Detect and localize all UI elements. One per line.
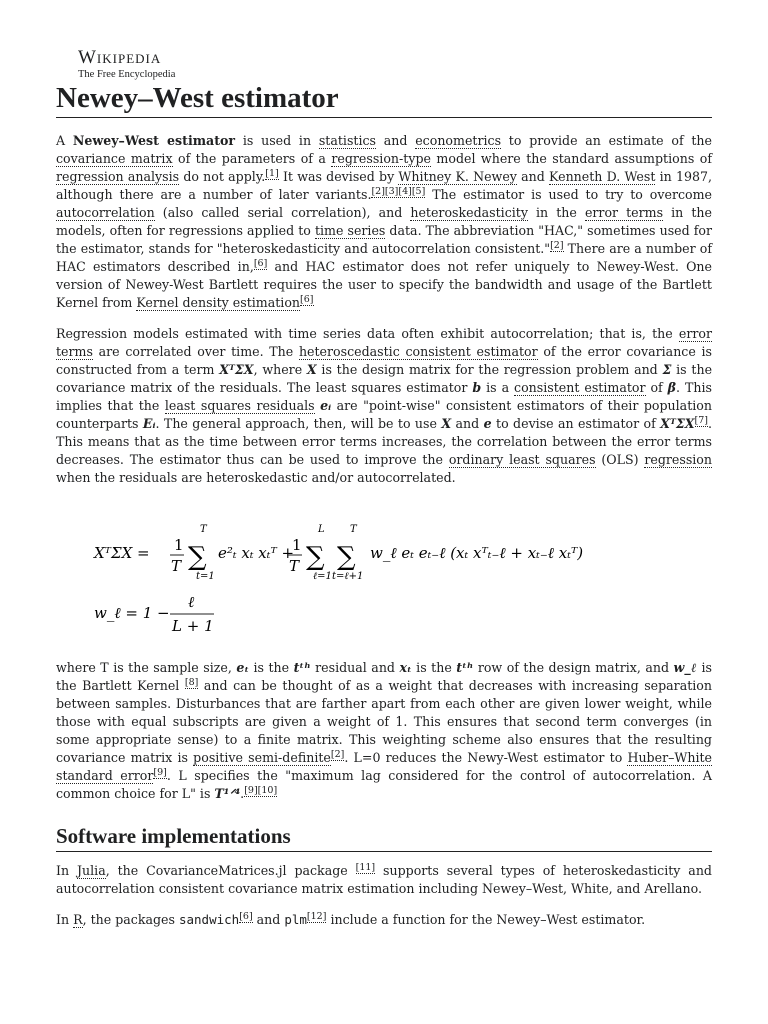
citation-ref[interactable]: [6] xyxy=(253,257,268,269)
intro-paragraph: A Newey–West estimator is used in statistics and econometrics to provide an estimate of the covariance matrix of the parameters of a regression-type model where the standard assumptions of regression analysis do not apply.[1] It was devised by Whitney K. Newey and Kenneth D. West in 1987, although there are a number of later variants.[2][3][4][5] The estimator is used to try to overcome autocorrelation (also called serial correlation), and heteroskedasticity in the error terms in the models, often for regressions applied to time series data. The abbreviation "HAC," sometimes used for the estimator, stands for "heteroskedasticity and autocorrelation consistent."[2] There are a number of HAC estimators described in,[6] and HAC estimator does not refer uniquely to Newey-West. One version of Newey-West Bartlett requires the user to specify the bandwidth and usage of the Bartlett Kernel from Kernel density estimation[6] xyxy=(56,133,713,310)
link-time-series[interactable]: time series xyxy=(314,223,386,238)
eq1-sum2-bot: ℓ=1 xyxy=(313,571,332,581)
link-huber-white[interactable]: Huber–White standard error xyxy=(56,750,712,783)
math-et: eₜ xyxy=(236,660,249,675)
term-bold: Newey–West estimator xyxy=(72,133,236,148)
citation-ref[interactable]: [12] xyxy=(306,910,327,922)
eq1-term2: w_ℓ eₜ eₜ₋ℓ (xₜ xᵀₜ₋ℓ + xₜ₋ℓ xₜᵀ) xyxy=(370,544,584,562)
link-ordinary-least-squares[interactable]: ordinary least squares xyxy=(448,452,596,467)
regression-paragraph: Regression models estimated with time series data often exhibit autocorrelation; that is, the error terms are correlated over time. The heteroscedastic consistent estimator of the error covariance is constructed from a term XᵀΣX, where X is the design matrix for the regression problem and Σ is the covariance matrix of the residuals. The least squares estimator b is a consistent estimator of β. This implies that the least squares residuals eᵢ are "point-wise" consistent estimators of their population counterparts Eᵢ. The general approach, then, will be to use X and e to devise an estimator of XᵀΣX[7]. This means that as the time between error terms increases, the correlation between the error terms decreases. The estimator thus can be used to improve the ordinary least squares (OLS) regression when the residuals are heteroskedastic and/or autocorrelated. xyxy=(56,326,713,485)
eq1-sum1-top: T xyxy=(200,524,207,535)
citation-ref[interactable]: [2][3][4][5] xyxy=(371,185,426,197)
citation-ref[interactable]: [7] xyxy=(694,414,708,426)
math-xtsx: XᵀΣX xyxy=(660,416,695,431)
citation-ref[interactable]: [6] xyxy=(300,293,314,305)
citation-ref[interactable]: [2] xyxy=(550,239,564,251)
link-kernel-density[interactable]: Kernel density estimation xyxy=(136,295,301,310)
sum-symbol: ∑ xyxy=(337,542,356,572)
page-title: Newey–West estimator xyxy=(56,81,712,118)
citation-ref[interactable]: [11] xyxy=(355,861,376,873)
math-t14: T¹ᐟ⁴ xyxy=(214,786,241,801)
math-sigma: Σ xyxy=(662,362,672,377)
eq1-frac-num: 1 xyxy=(174,536,184,554)
math-x: X xyxy=(441,416,452,431)
math-xtsx: XᵀΣX xyxy=(219,362,254,377)
wikipedia-logo[interactable] xyxy=(56,48,712,81)
section-heading-software: Software implementations xyxy=(56,823,712,852)
link-positive-semi-definite[interactable]: positive semi-definite xyxy=(193,750,331,765)
code-sandwich: sandwich xyxy=(178,912,240,927)
equation-covariance xyxy=(92,523,712,637)
citation-ref[interactable]: [1] xyxy=(265,167,279,179)
r-paragraph: In R, the packages sandwich[6] and plm[12] include a function for the Newey–West estimator. xyxy=(56,910,646,927)
eq1-sum1-bot: t=1 xyxy=(196,571,215,581)
eq2-num: ℓ xyxy=(188,593,195,611)
eq1-sum2-top: L xyxy=(318,524,325,535)
math-e: e xyxy=(483,416,492,431)
link-julia[interactable]: Julia xyxy=(76,863,106,878)
link-covariance-matrix[interactable]: covariance matrix xyxy=(56,151,173,166)
link-econometrics[interactable]: econometrics xyxy=(415,133,502,148)
math-ei: eᵢ xyxy=(320,398,332,413)
link-kenneth-west[interactable]: Kenneth D. West xyxy=(549,169,656,184)
julia-paragraph: In Julia, the CovarianceMatrices.jl package [11] supports several types of heteroskedasticity and autocorrelation consistent covariance matrix estimation including Newey–West, White, and Arellano. xyxy=(56,861,712,896)
link-regression[interactable]: regression xyxy=(644,452,712,467)
link-regression-analysis[interactable]: regression analysis xyxy=(56,169,180,184)
article xyxy=(56,48,712,942)
link-least-squares-residuals[interactable]: least squares residuals xyxy=(164,398,315,413)
link-error-terms[interactable]: error terms xyxy=(56,326,712,359)
math-tth: tᵗʰ xyxy=(456,660,474,675)
equation-2-svg xyxy=(92,587,392,637)
math-beta: β xyxy=(667,380,677,395)
citation-ref[interactable]: [9][10] xyxy=(244,784,278,796)
eq2-den: L + 1 xyxy=(172,617,214,635)
link-heteroskedasticity[interactable]: heteroskedasticity xyxy=(410,205,528,220)
eq1-sum3-top: T xyxy=(350,524,357,535)
eq1-sum3-bot: t=ℓ+1 xyxy=(332,571,364,581)
link-error-terms[interactable]: error terms xyxy=(584,205,664,220)
link-regression-type[interactable]: regression-type xyxy=(331,151,431,166)
citation-ref[interactable]: [8] xyxy=(184,676,199,688)
code-plm: plm xyxy=(284,912,307,927)
eq2-lhs: w_ℓ = 1 − xyxy=(94,604,170,622)
equation-1-svg xyxy=(92,523,632,581)
eq1-term1: e²ₜ xₜ xₜᵀ + xyxy=(218,544,295,562)
sum-symbol: ∑ xyxy=(188,542,207,572)
citation-ref[interactable]: [2] xyxy=(330,748,345,760)
math-xt: xₜ xyxy=(399,660,412,675)
logo-wordmark: Wikipedia xyxy=(78,47,162,68)
link-r[interactable]: R xyxy=(73,912,83,927)
citation-ref[interactable]: [9] xyxy=(153,766,167,778)
math-tth: tᵗʰ xyxy=(293,660,311,675)
kernel-paragraph: where T is the sample size, eₜ is the tᵗʰ residual and xₜ is the tᵗʰ row of the design matrix, and w_ℓ is the Bartlett Kernel [8] and can be thought of as a weight that decreases with increasing separation between samples. Disturbances that are farther apart from each other are given lower weight, while those with equal subscripts are given a weight of 1. This ensures that second term converges (in some appropriate sense) to a finite matrix. This weighting scheme also ensures that the resulting covariance matrix is positive semi-definite[2]. L=0 reduces the Newy-West estimator to Huber–White standard error[9]. L specifies the "maximum lag considered for the control of autocorrelation. A common choice for L" is T¹ᐟ⁴.[9][10] xyxy=(56,660,713,801)
link-heteroscedastic-consistent-estimator[interactable]: heteroscedastic consistent estimator xyxy=(298,344,538,359)
math-x: X xyxy=(306,362,317,377)
link-whitney-newey[interactable]: Whitney K. Newey xyxy=(398,169,517,184)
math-wl: w_ℓ xyxy=(673,660,698,675)
eq1-frac-den-2: T xyxy=(289,557,300,575)
link-autocorrelation[interactable]: autocorrelation xyxy=(56,205,155,220)
link-statistics[interactable]: statistics xyxy=(318,133,377,148)
math-Ei: Eᵢ xyxy=(142,416,156,431)
citation-ref[interactable]: [6] xyxy=(239,910,253,922)
eq1-frac-den: T xyxy=(171,557,182,575)
eq1-frac-num-2: 1 xyxy=(292,536,302,554)
sum-symbol: ∑ xyxy=(306,542,325,572)
logo-tagline: The Free Encyclopedia xyxy=(78,69,176,80)
eq1-lhs: XᵀΣX = xyxy=(94,544,150,562)
link-consistent-estimator[interactable]: consistent estimator xyxy=(514,380,646,395)
math-b: b xyxy=(472,380,482,395)
